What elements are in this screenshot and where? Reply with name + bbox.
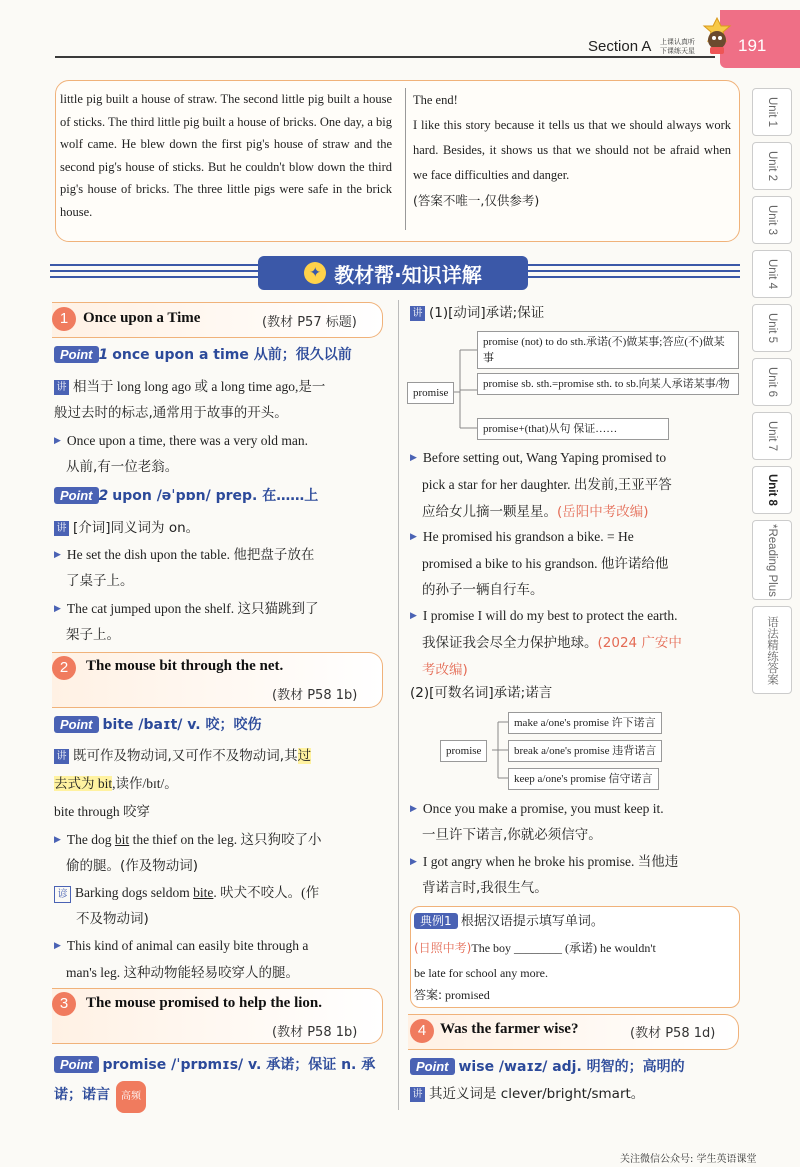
diagram1-branch3: promise+(that)从句 保证…… xyxy=(477,418,669,440)
proverb-icon: 谚 xyxy=(54,886,71,903)
lightbulb-icon: ✦ xyxy=(304,262,326,284)
jiang-icon: 讲 xyxy=(54,380,69,395)
high-frequency-badge: 高频 xyxy=(116,1081,146,1113)
tab-unit-6[interactable]: Unit 6 xyxy=(752,358,792,406)
promise-example1: ▶ Before setting out, Wang Yaping promised to pick a star for her daughter. 出发前,王亚平答 应给女儿摘一颗星星。(岳阳中考改编) xyxy=(410,450,672,520)
tab-unit-7[interactable]: Unit 7 xyxy=(752,412,792,460)
tab-grammar-answers[interactable]: 语法精练答案 xyxy=(752,606,792,694)
promise-example2: ▶ He promised his grandson a bike. = He promised a bike to his grandson. 他许诺给他 的孙子一辆自行车。 xyxy=(410,529,669,598)
item4-title: Was the farmer wise? xyxy=(440,1021,579,1037)
story-right-text: The end! I like this story because it tells us that we should always work hard. Besides, it shows us that we should not be afraid when we face difficulties and danger. (答案不唯一,仅供参考) xyxy=(413,93,731,208)
item2-example1: ▶ The dog bit the thief on the leg. 这只狗咬了小 偷的腿。(作及物动词) xyxy=(54,832,322,874)
footer-text: 关注微信公众号: 学生英语课堂 xyxy=(620,1154,757,1165)
promise-example3: ▶ I promise I will do my best to protect the earth. 我保证我会尽全力保护地球。(2024 广安中 考改编) xyxy=(410,608,682,678)
diagram1-root: promise xyxy=(407,382,454,404)
item2-example3: ▶ This kind of animal can easily bite through a man's leg. 这种动物能轻易咬穿人的腿。 xyxy=(54,938,309,980)
tab-unit-3[interactable]: Unit 3 xyxy=(752,196,792,244)
item3-ref: (教材 P58 1b) xyxy=(272,1025,358,1040)
tab-unit-5[interactable]: Unit 5 xyxy=(752,304,792,352)
item4-explanation: 讲 其近义词是 clever/bright/smart。 xyxy=(410,1080,738,1108)
tab-reading-plus[interactable]: *Reading Plus xyxy=(752,520,792,600)
item1-number: 1 xyxy=(52,307,76,331)
diagram2-root: promise xyxy=(440,740,487,762)
point1-text: once upon a time 从前；很久以前 xyxy=(112,347,352,363)
tab-unit-8[interactable]: Unit 8 xyxy=(752,466,792,514)
item1-expl2: 讲 [介词]同义词为 on。 xyxy=(54,514,384,542)
promise-verb-heading: 讲 (1)[动词]承诺;保证 xyxy=(410,299,740,327)
example-question: (日照中考)The boy ________ (承诺) he wouldn't be late for school any more. xyxy=(414,941,656,980)
item2-proverb: 谚 Barking dogs seldom bite. 吠犬不咬人。(作 不及物动词) xyxy=(54,879,384,933)
item2-title: The mouse bit through the net. xyxy=(86,658,284,674)
item1-example3: ▶ The cat jumped upon the shelf. 这只猫跳到了 架子上。 xyxy=(54,601,319,643)
promise-noun-heading: (2)[可数名词]承诺;诺言 xyxy=(410,685,553,701)
example-header: 典例1 根据汉语提示填写单词。 xyxy=(414,910,604,929)
diagram2-branch3: keep a/one's promise 信守诺言 xyxy=(508,768,659,790)
item4-point: Point wise /waɪz/ adj. 明智的；高明的 xyxy=(410,1056,685,1076)
promise-point-text: promise /ˈprɒmɪs/ v. 承诺；保证 n. 承 xyxy=(102,1057,376,1073)
page-number: 191 xyxy=(738,36,767,55)
item4-number: 4 xyxy=(410,1019,434,1043)
point-badge: Point xyxy=(54,346,99,363)
item2-number: 2 xyxy=(52,656,76,680)
mascot-icon xyxy=(700,16,734,56)
item2-ref: (教材 P58 1b) xyxy=(272,688,358,703)
diagram1-branch1: promise (not) to do sth.承诺(不)做某事;答应(不)做某事 xyxy=(477,331,739,369)
diagram2-branch2: break a/one's promise 违背诺言 xyxy=(508,740,662,762)
example-answer: 答案: promised xyxy=(414,988,490,1002)
promise-example5: ▶ I got angry when he broke his promise. 当他违 背诺言时,我很生气。 xyxy=(410,854,679,896)
wise-point-text: wise /waɪz/ adj. 明智的；高明的 xyxy=(458,1059,685,1075)
tab-unit-2[interactable]: Unit 2 xyxy=(752,142,792,190)
item1-example1: ▶ Once upon a time, there was a very old man. 从前,有一位老翁。 xyxy=(54,427,384,481)
triangle-bullet-icon: ▶ xyxy=(54,435,61,445)
bite-point-text: bite /baɪt/ v. 咬；咬伤 xyxy=(102,717,262,733)
banner-title: 教材帮·知识详解 xyxy=(334,262,482,287)
item1-example2: ▶ He set the dish upon the table. 他把盘子放在 了桌子上。 xyxy=(54,547,315,589)
example-badge: 典例1 xyxy=(414,913,458,929)
tab-unit-4[interactable]: Unit 4 xyxy=(752,250,792,298)
item2-explanation: 讲 既可作及物动词,又可作不及物动词,其过 去式为 bit,读作/bɪt/。 xyxy=(54,748,312,791)
diagram2-branch1: make a/one's promise 许下诺言 xyxy=(508,712,662,734)
story-divider xyxy=(405,88,406,230)
item4-ref: (教材 P58 1d) xyxy=(630,1026,716,1041)
item1-title: Once upon a Time xyxy=(83,310,201,326)
section-label: Section A xyxy=(588,38,652,55)
header-rule xyxy=(55,56,715,58)
item2-point: Point bite /baɪt/ v. 咬；咬伤 xyxy=(54,714,261,734)
story-left-text: little pig built a house of straw. The second little pig built a house of sticks. The third little pig built a house of bricks. One day, a big wolf came. He blew down the first pig's house of straw and the second pig's house of sticks. But he couldn't blow down the third pig's house of bricks. The three little pigs were safe in the brick house. xyxy=(60,92,392,219)
item1-ref: (教材 P57 标题) xyxy=(262,315,357,330)
column-divider xyxy=(398,300,399,1110)
item3-point: Point promise /ˈprɒmɪs/ v. 承诺；保证 n. 承 诺；诺言 高频 xyxy=(54,1050,389,1113)
header-slogan: 上课认真听 下课练天星 xyxy=(660,38,695,55)
promise-example4: ▶ Once you make a promise, you must keep it. 一旦许下诺言,你就必须信守。 xyxy=(410,801,664,843)
item2-phrase: bite through 咬穿 xyxy=(54,804,150,819)
tab-unit-1[interactable]: Unit 1 xyxy=(752,88,792,136)
point2-text: upon /əˈpɒn/ prep. 在……上 xyxy=(112,488,319,504)
section-banner xyxy=(258,256,528,290)
item1-point1: Point 1 once upon a time 从前；很久以前 xyxy=(54,344,352,364)
item1-explanation: 讲 相当于 long long ago 或 a long time ago,是一 般过去时的标志,通常用于故事的开头。 xyxy=(54,379,326,421)
item1-point2: Point 2 upon /əˈpɒn/ prep. 在……上 xyxy=(54,485,318,505)
item3-title: The mouse promised to help the lion. xyxy=(86,995,322,1011)
item3-number: 3 xyxy=(52,992,76,1016)
diagram1-branch2: promise sb. sth.=promise sth. to sb.向某人承诺某事/物 xyxy=(477,373,739,395)
